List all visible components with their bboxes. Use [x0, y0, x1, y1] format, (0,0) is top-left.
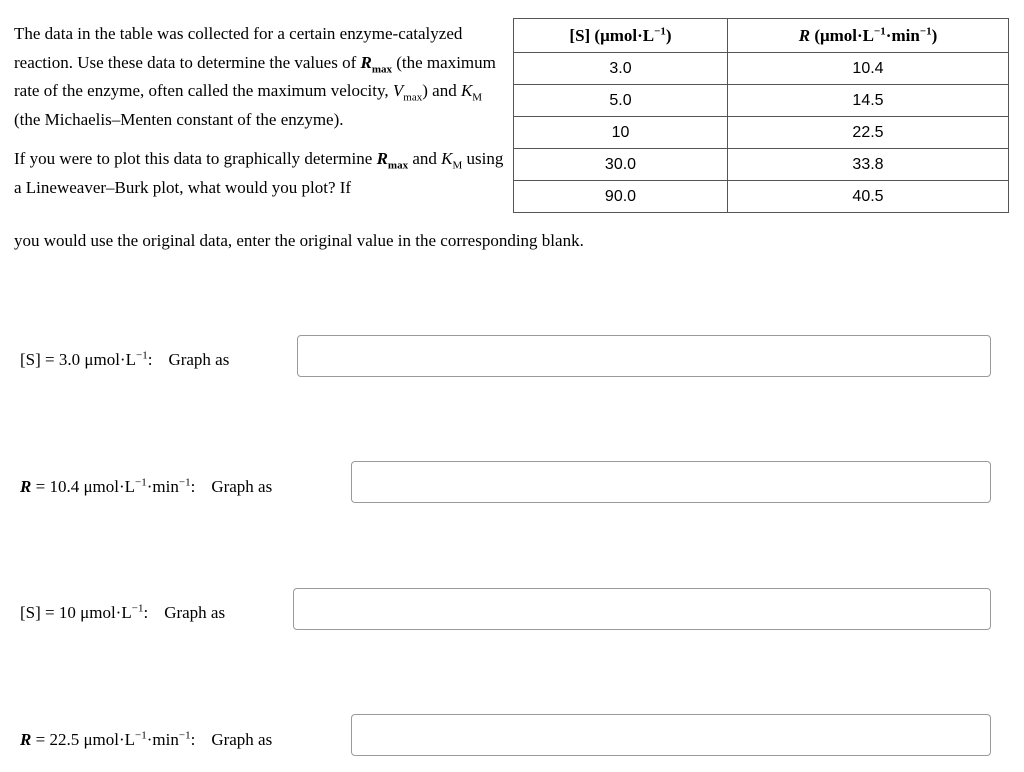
data-table: [513, 18, 1009, 213]
graph-as-label: Graph as: [168, 350, 230, 369]
question-label: R = 10.4 $\mu mol\cdot L^{-1}\cdot\min^{-1}$:: [20, 476, 196, 496]
intro-text: (the maximum rate of the enzyme, often called the maximum velocity,: [14, 52, 496, 100]
intro-paragraph-2: [14, 145, 504, 202]
km-subscript: M: [452, 159, 463, 172]
intro-text: and: [408, 149, 442, 168]
cell-r: 14.5: [728, 85, 1009, 117]
question-row-3: [20, 591, 225, 635]
column-header-substrate: [S] $(\mu mol\cdot L^{-1})$: [514, 19, 728, 53]
rmax-subscript: max: [371, 62, 392, 75]
question-label: [S] = 10 $\mu mol\cdot L^{-1}$:: [20, 602, 149, 622]
intro-text: (the Michaelis–Menten constant of the enzyme).: [14, 109, 344, 129]
question-label: [S] = 3.0 $\mu mol\cdot L^{-1}$:: [20, 349, 153, 369]
table-row: [514, 149, 1009, 181]
question-label: R = 22.5 $\mu mol\cdot L^{-1}\cdot\min^{-1}$:: [20, 729, 196, 749]
graph-as-label: Graph as: [211, 477, 273, 496]
cell-s: 5.0: [514, 85, 728, 117]
vmax-subscript: max: [403, 91, 423, 104]
answer-input-3[interactable]: [293, 588, 991, 630]
cell-s: 10: [514, 117, 728, 149]
intro-text: The data in the table was collected for a certain enzyme-catalyzed reaction. Use these data to determine the values of: [14, 24, 463, 72]
table-row: [514, 53, 1009, 85]
answer-input-1[interactable]: [297, 335, 991, 377]
cell-r: 22.5: [728, 117, 1009, 149]
table-row: [514, 181, 1009, 213]
cell-r: 10.4: [728, 53, 1009, 85]
table-row: [514, 85, 1009, 117]
km-symbol: K: [441, 149, 453, 168]
rmax-subscript: max: [387, 159, 409, 172]
km-subscript: M: [472, 91, 483, 104]
cell-r: 33.8: [728, 149, 1009, 181]
question-row-4: [20, 718, 272, 762]
graph-as-label: Graph as: [211, 730, 273, 749]
column-header-rate: R $(\mu mol\cdot L^{-1}\cdot\min^{-1})$: [728, 19, 1009, 53]
km-symbol: K: [460, 81, 473, 100]
vmax-symbol: V: [392, 81, 404, 100]
graph-as-label: Graph as: [164, 603, 226, 622]
table-header-row: [514, 19, 1009, 53]
instructions: [14, 20, 504, 202]
intro-text: using a Lineweaver–Burk plot, what would you plot? If: [14, 149, 504, 197]
table-row: [514, 117, 1009, 149]
answer-input-4[interactable]: [351, 714, 991, 756]
cell-s: 90.0: [514, 181, 728, 213]
question-row-1: [20, 338, 229, 382]
intro-continuation: you would use the original data, enter the original value in the corresponding blank.: [14, 231, 584, 250]
intro-paragraph-1: [14, 20, 504, 134]
rmax-symbol: R: [376, 149, 388, 168]
cell-s: 3.0: [514, 53, 728, 85]
answer-input-2[interactable]: [351, 461, 991, 503]
question-row-2: [20, 465, 272, 509]
intro-text: If you were to plot this data to graphically determine: [14, 149, 377, 168]
cell-r: 40.5: [728, 181, 1009, 213]
intro-text: ) and: [422, 81, 461, 100]
cell-s: 30.0: [514, 149, 728, 181]
rmax-symbol: R: [360, 52, 372, 72]
